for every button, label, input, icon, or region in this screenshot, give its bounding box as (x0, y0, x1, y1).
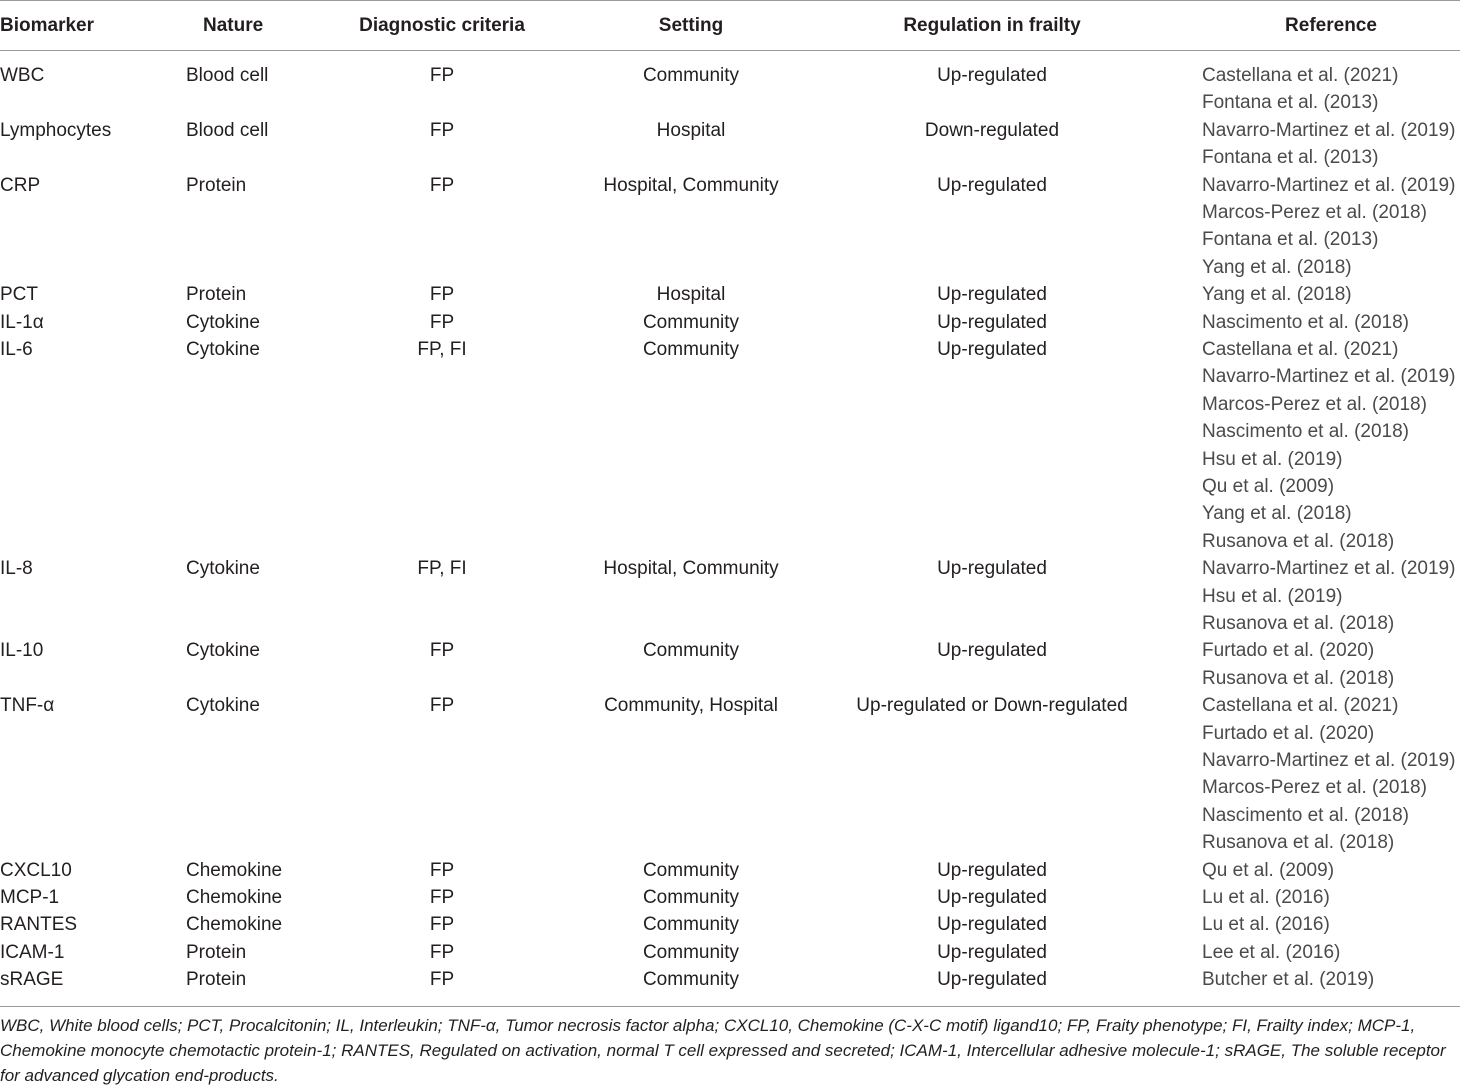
nature-cell: Cytokine (186, 558, 260, 580)
setting-cell: Community (642, 941, 740, 963)
reference-link[interactable]: Rusanova et al. (2018) (1202, 832, 1395, 854)
reference-link[interactable]: Hsu et al. (2019) (1202, 448, 1343, 470)
biomarker-cell: IL-8 (0, 558, 33, 580)
table-row (0, 555, 1460, 637)
biomarker-cell: WBC (0, 65, 45, 86)
reference-link[interactable]: Rusanova et al. (2018) (1202, 612, 1395, 634)
reference-cell (1202, 966, 1374, 993)
biomarker-cell: sRAGE (0, 969, 64, 991)
reference-cell (1202, 336, 1455, 555)
reference-cell (1202, 309, 1409, 336)
diagnostic-criteria-cell: FP (429, 886, 455, 908)
setting-cell: Community (642, 969, 740, 991)
regulation-cell: Up-regulated (937, 859, 1047, 881)
nature-cell: Cytokine (186, 338, 260, 360)
diagnostic-criteria-cell: FP (429, 969, 455, 991)
header-rule (0, 50, 1460, 51)
diagnostic-criteria-cell: FP (429, 284, 455, 306)
diagnostic-criteria-cell: FP (429, 311, 455, 333)
header-setting: Setting (658, 15, 724, 36)
diagnostic-criteria-cell: FP, FI (417, 558, 467, 580)
reference-link[interactable]: Hsu et al. (2019) (1202, 585, 1343, 607)
regulation-cell: Up-regulated (937, 284, 1047, 306)
regulation-cell: Up-regulated (937, 558, 1047, 580)
regulation-cell: Down-regulated (924, 119, 1060, 141)
bottom-rule (0, 1006, 1460, 1007)
regulation-cell: Up-regulated (937, 941, 1047, 963)
diagnostic-criteria-cell: FP (429, 695, 455, 717)
diagnostic-criteria-cell: FP (429, 914, 455, 936)
header-regulation: Regulation in frailty (903, 15, 1081, 36)
reference-link[interactable]: Fontana et al. (2013) (1202, 147, 1379, 169)
reference-link[interactable]: Yang et al. (2018) (1202, 503, 1352, 525)
reference-link[interactable]: Marcos-Perez et al. (2018) (1202, 393, 1427, 415)
setting-cell: Community, Hospital (604, 695, 778, 717)
table-row (0, 336, 1460, 555)
table-row (0, 172, 1460, 282)
nature-cell: Blood cell (186, 119, 269, 141)
diagnostic-criteria-cell: FP, FI (417, 338, 467, 360)
regulation-cell: Up-regulated (937, 914, 1047, 936)
reference-link[interactable]: Castellana et al. (2021) (1202, 695, 1399, 717)
setting-cell: Hospital, Community (603, 174, 779, 196)
setting-cell: Community (642, 338, 740, 360)
reference-link[interactable]: Nascimento et al. (2018) (1202, 421, 1409, 443)
reference-cell (1202, 62, 1398, 117)
diagnostic-criteria-cell: FP (429, 65, 455, 86)
regulation-cell: Up-regulated (937, 174, 1047, 196)
table-footnote: WBC, White blood cells; PCT, Procalcitonin; IL, Interleukin; TNF-α, Tumor necrosis factor alpha; CXCL10, Chemokine (C-X-C motif) ligand10; FP, Fraity phenotype; FI, Frailty index; MCP-1, Chemokine monocyte chemotactic protein-1; RANTES, Regulated on activation, normal T cell expressed and secreted; ICAM-1, Intercellular adhesive molecule-1; sRAGE, The soluble receptor for advanced glycation end-products. (0, 1016, 1446, 1085)
regulation-cell: Up-regulated (937, 886, 1047, 908)
table-row (0, 884, 1460, 911)
header-biomarker: Biomarker (0, 15, 94, 36)
setting-cell: Community (642, 886, 740, 908)
reference-cell (1202, 939, 1340, 966)
reference-link[interactable]: Navarro-Martinez et al. (2019) (1202, 174, 1456, 196)
reference-link[interactable]: Lee et al. (2016) (1202, 941, 1341, 963)
biomarker-cell: IL-10 (0, 640, 44, 662)
regulation-cell: Up-regulated or Down-regulated (856, 695, 1128, 717)
table-row (0, 939, 1460, 966)
nature-cell: Cytokine (186, 640, 260, 662)
reference-link[interactable]: Rusanova et al. (2018) (1202, 667, 1395, 689)
setting-cell: Hospital, Community (603, 558, 779, 580)
nature-cell: Chemokine (186, 859, 283, 881)
nature-cell: Protein (186, 941, 247, 963)
biomarker-cell: ICAM-1 (0, 941, 65, 963)
nature-cell: Blood cell (186, 65, 269, 86)
reference-link[interactable]: Fontana et al. (2013) (1202, 229, 1379, 251)
reference-cell (1202, 637, 1394, 692)
reference-link[interactable]: Castellana et al. (2021) (1202, 338, 1399, 360)
biomarker-cell: CXCL10 (0, 859, 72, 881)
biomarker-cell: CRP (0, 174, 41, 196)
setting-cell: Community (642, 859, 740, 881)
table-body (0, 62, 1460, 993)
biomarker-cell: Lymphocytes (0, 119, 112, 141)
reference-link[interactable]: Fontana et al. (2013) (1202, 92, 1379, 114)
diagnostic-criteria-cell: FP (429, 640, 455, 662)
reference-link[interactable]: Butcher et al. (2019) (1202, 969, 1375, 991)
nature-cell: Cytokine (186, 311, 260, 333)
table-row (0, 857, 1460, 884)
diagnostic-criteria-cell: FP (429, 174, 455, 196)
header-diagnostic-criteria: Diagnostic criteria (359, 15, 525, 36)
biomarker-cell: IL-1α (0, 311, 44, 333)
header-reference: Reference (1285, 15, 1377, 36)
reference-cell (1202, 281, 1352, 308)
setting-cell: Community (642, 65, 740, 86)
biomarker-cell: IL-6 (0, 338, 33, 360)
reference-cell (1202, 692, 1455, 856)
biomarker-cell: PCT (0, 284, 38, 306)
nature-cell: Chemokine (186, 914, 283, 936)
nature-cell: Protein (186, 284, 247, 306)
reference-cell (1202, 555, 1455, 637)
setting-cell: Community (642, 640, 740, 662)
reference-link[interactable]: Qu et al. (2009) (1202, 859, 1335, 881)
table-row (0, 309, 1460, 336)
reference-link[interactable]: Yang et al. (2018) (1202, 284, 1352, 306)
reference-link[interactable]: Navarro-Martinez et al. (2019) (1202, 749, 1456, 771)
reference-link[interactable]: Lu et al. (2016) (1202, 914, 1330, 936)
reference-cell (1202, 857, 1334, 884)
regulation-cell: Up-regulated (937, 338, 1047, 360)
reference-link[interactable]: Yang et al. (2018) (1202, 256, 1352, 278)
nature-cell: Protein (186, 969, 247, 991)
regulation-cell: Up-regulated (937, 969, 1047, 991)
reference-cell (1202, 117, 1455, 172)
regulation-cell: Up-regulated (937, 311, 1047, 333)
biomarker-cell: MCP-1 (0, 886, 60, 908)
reference-link[interactable]: Qu et al. (2009) (1202, 476, 1335, 497)
setting-cell: Hospital (656, 284, 726, 306)
regulation-cell: Up-regulated (937, 640, 1047, 662)
biomarker-cell: RANTES (0, 914, 78, 936)
reference-link[interactable]: Rusanova et al. (2018) (1202, 530, 1395, 552)
reference-link[interactable]: Castellana et al. (2021) (1202, 65, 1399, 86)
reference-link[interactable]: Navarro-Martinez et al. (2019) (1202, 119, 1456, 141)
table-header (0, 0, 1460, 50)
diagnostic-criteria-cell: FP (429, 941, 455, 963)
reference-cell (1202, 911, 1330, 938)
reference-cell (1202, 884, 1330, 911)
table-row (0, 117, 1460, 172)
reference-link[interactable]: Marcos-Perez et al. (2018) (1202, 202, 1427, 223)
reference-link[interactable]: Navarro-Martinez et al. (2019) (1202, 558, 1456, 580)
setting-cell: Community (642, 914, 740, 936)
setting-cell: Community (642, 311, 740, 333)
nature-cell: Cytokine (186, 695, 260, 717)
table-row (0, 911, 1460, 938)
nature-cell: Protein (186, 174, 247, 196)
reference-link[interactable]: Furtado et al. (2020) (1202, 640, 1375, 662)
diagnostic-criteria-cell: FP (429, 859, 455, 881)
table-row (0, 637, 1460, 692)
reference-link[interactable]: Lu et al. (2016) (1202, 886, 1330, 908)
setting-cell: Hospital (656, 119, 726, 141)
reference-link[interactable]: Nascimento et al. (2018) (1202, 804, 1409, 826)
table-row (0, 281, 1460, 308)
header-nature: Nature (203, 15, 264, 36)
reference-link[interactable]: Marcos-Perez et al. (2018) (1202, 777, 1427, 799)
table-row (0, 966, 1460, 993)
table-row (0, 692, 1460, 856)
regulation-cell: Up-regulated (937, 65, 1047, 86)
nature-cell: Chemokine (186, 886, 283, 908)
diagnostic-criteria-cell: FP (429, 119, 455, 141)
biomarker-cell: TNF-α (0, 695, 55, 717)
table-row (0, 62, 1460, 117)
reference-cell (1202, 172, 1455, 282)
reference-link[interactable]: Nascimento et al. (2018) (1202, 311, 1409, 333)
reference-link[interactable]: Navarro-Martinez et al. (2019) (1202, 366, 1456, 388)
reference-link[interactable]: Furtado et al. (2020) (1202, 722, 1375, 744)
